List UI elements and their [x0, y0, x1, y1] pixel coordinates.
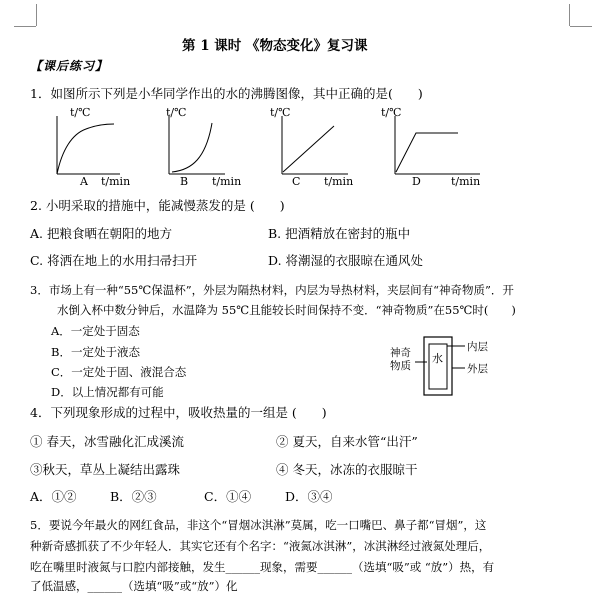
graph-b [166, 106, 241, 188]
graph-c [270, 106, 353, 188]
question-4-option-c: C．①④ [204, 489, 252, 504]
crop-mark-top-right-h [570, 26, 592, 27]
crop-mark-top-left-v [36, 4, 37, 26]
question-2-option-c: C. 将洒在地上的水用扫帚扫开 [30, 253, 198, 268]
question-5-line-3: 吃在嘴里时液氮与口腔内部接触，发生______现象，需要______（选填“吸”或 “放”）热，有 [30, 560, 495, 574]
question-3-stem-line-2: 水倒入杯中数分钟后，水温降为 55℃且能较长时间保持不变．“神奇物质”在55℃时( ) [57, 303, 516, 317]
thermos-magic-label-1: 神奇 [390, 347, 411, 359]
question-4-item-1: ① 春天，冰雪融化汇成溪流 [30, 434, 184, 449]
graph-a-curve [57, 124, 114, 174]
question-3-option-b: B．一定处于液态 [51, 345, 140, 359]
crop-mark-top-right-v [569, 4, 570, 26]
question-5-line-1: 5．要说今年最火的网红食品，非这个“冒烟冰淇淋”莫属，吃一口嘴巴、鼻子都“冒烟”，这 [30, 518, 487, 532]
graph-a-option: A [80, 175, 88, 188]
question-2-option-a: A. 把粮食晒在朝阳的地方 [30, 226, 172, 241]
question-4-stem: 4．下列现象形成的过程中，吸收热量的一组是 ( ) [30, 405, 327, 420]
graph-c-ylabel: t/℃ [270, 106, 291, 119]
thermos-water-label: 水 [432, 352, 443, 365]
question-4-item-2: ② 夏天，自来水管“出汗” [276, 434, 418, 449]
thermos-outer-label: 外层 [467, 363, 488, 375]
question-4-item-3: ③秋天，草丛上凝结出露珠 [30, 462, 181, 477]
thermos-inner-wall [429, 344, 447, 389]
graph-a [57, 106, 130, 188]
question-5-line-4: 了低温感，______（选填“吸”或“放”）化 [30, 579, 238, 593]
graph-d-option: D [412, 175, 421, 188]
question-4-item-4: ④ 冬天，冰冻的衣服晾干 [276, 462, 418, 477]
graph-b-xlabel: t/min [212, 175, 242, 188]
question-3-option-a: A．一定处于固态 [51, 324, 140, 338]
question-3-stem-line-1: 3．市场上有一种“55℃保温杯”，外层为隔热材料，内层为导热材料，夹层间有“神奇物质”．开 [30, 283, 514, 297]
question-5-line-2: 种新奇感抓获了不少年轻人．其实它还有个名字：“液氮冰淇淋”，冰淇淋经过液氮处理后， [30, 539, 491, 553]
graph-b-curve [172, 123, 212, 172]
thermos-inner-label: 内层 [467, 341, 488, 353]
page-title: 第 1 课时 《物态变化》复习课 [182, 38, 368, 54]
question-2-option-d: D. 将潮湿的衣服晾在通风处 [268, 253, 424, 268]
graph-a-ylabel: t/℃ [70, 106, 91, 119]
question-2-option-b: B. 把酒精放在密封的瓶中 [268, 226, 411, 241]
graph-d-ylabel: t/℃ [381, 106, 402, 119]
question-4-option-a: A．①② [30, 489, 77, 504]
question-4-option-b: B．②③ [110, 489, 157, 504]
question-3-option-d: D．以上情况都有可能 [51, 385, 164, 399]
graph-c-xlabel: t/min [324, 175, 354, 188]
question-2-stem: 2. 小明采取的措施中，能减慢蒸发的是 ( ) [30, 198, 285, 213]
q1-graph-figure [0, 100, 616, 195]
question-3-option-c: C．一定处于固、液混合态 [51, 365, 187, 379]
graph-a-xlabel: t/min [101, 175, 131, 188]
graph-d-line [396, 133, 458, 172]
graph-b-ylabel: t/℃ [166, 106, 187, 119]
graph-b-option: B [180, 175, 189, 188]
question-1-stem: 1．如图所示下列是小华同学作出的水的沸腾图像，其中正确的是( ) [30, 86, 423, 101]
graph-c-line [283, 126, 334, 172]
exercise-header: 【课后练习】 [30, 59, 109, 73]
question-4-option-d: D．③④ [285, 489, 333, 504]
thermos-cup-figure [385, 332, 505, 402]
graph-d-xlabel: t/min [451, 175, 481, 188]
thermos-magic-label-2: 物质 [390, 360, 411, 372]
crop-mark-top-left-h [14, 26, 36, 27]
graph-c-option: C [292, 175, 301, 188]
graph-d [381, 106, 480, 188]
